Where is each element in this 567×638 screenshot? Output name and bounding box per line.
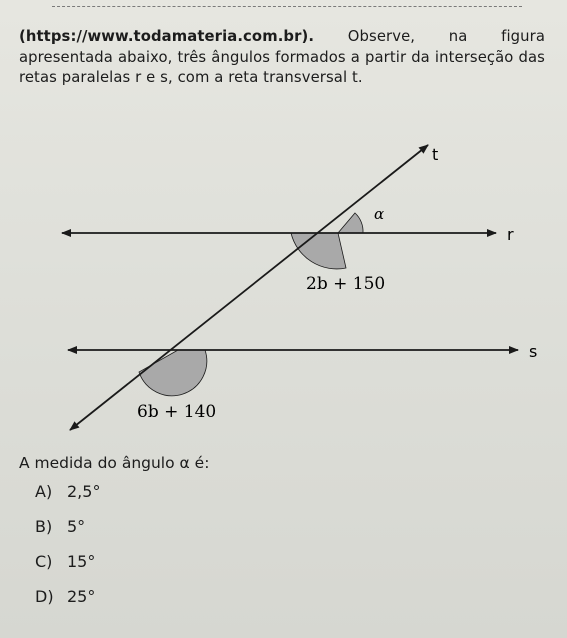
intro-text: Observe, na figura apresentada abaixo, três ângulos formados a partir da interseção das retas paralelas r e s, com a reta transversal t. — [19, 28, 545, 86]
option-value: 5° — [67, 517, 86, 536]
label-t: t — [432, 145, 439, 164]
source-citation: (https://www.todamateria.com.br). — [19, 28, 315, 45]
angle-2b150-shade — [291, 233, 346, 269]
label-s: s — [529, 342, 538, 361]
label-alpha: α — [374, 205, 385, 223]
label-angle-lower: 6b + 140 — [137, 402, 217, 422]
option-a[interactable] — [35, 482, 100, 517]
option-letter: D) — [35, 587, 54, 606]
option-letter: B) — [35, 517, 53, 536]
angle-6b140-shade — [139, 350, 207, 396]
option-value: 15° — [67, 552, 96, 571]
option-d[interactable] — [35, 587, 100, 622]
label-angle-upper: 2b + 150 — [306, 274, 386, 294]
option-letter: C) — [35, 552, 53, 571]
answer-options — [35, 482, 100, 622]
angle-alpha-shade — [338, 213, 363, 233]
option-c[interactable] — [35, 552, 100, 587]
option-value: 25° — [67, 587, 96, 606]
label-r: r — [507, 225, 514, 244]
question-prompt: A medida do ângulo α é: — [19, 454, 210, 472]
option-b[interactable] — [35, 517, 100, 552]
option-value: 2,5° — [67, 482, 101, 501]
option-letter: A) — [35, 482, 53, 501]
